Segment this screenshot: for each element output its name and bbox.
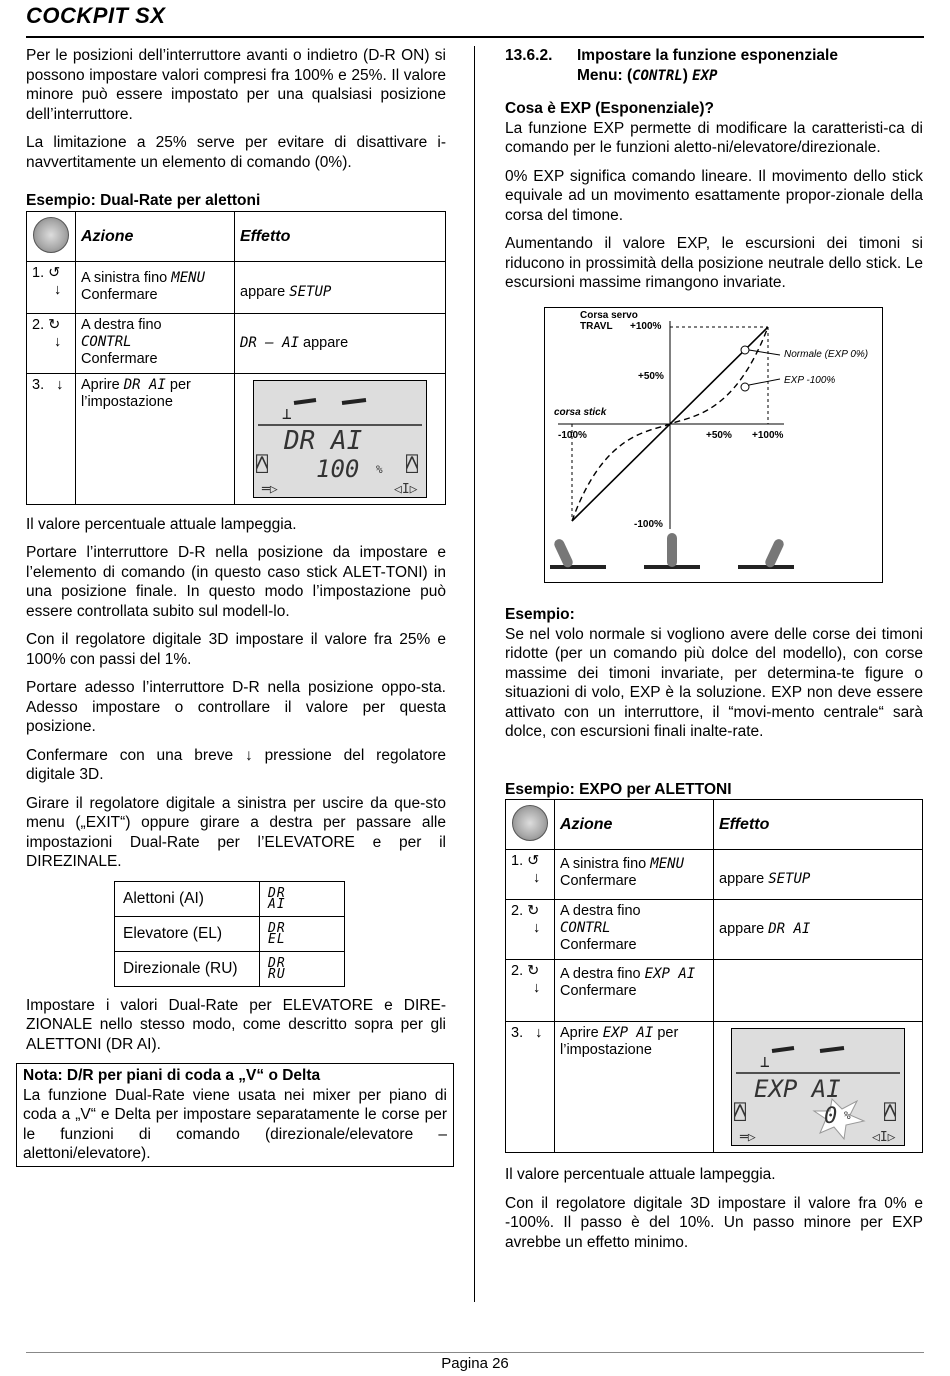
expo-action-table	[505, 799, 923, 1153]
action-text: Aprire	[81, 376, 120, 393]
switch-name: Alettoni (AI)	[115, 881, 260, 916]
table-row	[506, 960, 923, 1022]
lcd-line1: DR AI	[284, 425, 363, 456]
lcd-graphic	[732, 1029, 904, 1145]
table-row	[27, 373, 446, 504]
effect-cell	[235, 261, 446, 313]
action-text: Confermare	[81, 350, 158, 367]
effect-text: appare	[303, 334, 349, 351]
table-row	[27, 261, 446, 313]
svg-text:◁I▷: ◁I▷	[394, 481, 418, 497]
subsection-title: Cosa è EXP (Esponenziale)?	[505, 100, 715, 117]
column-divider	[474, 46, 475, 1302]
effect-keyword: SETUP	[289, 284, 332, 300]
switch-code: EL	[268, 931, 286, 947]
step-cell: 1. ↺ ↓	[506, 850, 555, 900]
page-number: Pagina 26	[441, 1355, 509, 1372]
graph-ytick-mid: +50%	[638, 370, 664, 382]
effect-text: appare	[240, 284, 286, 300]
paragraph: Il valore percentuale attuale lampeggia.	[26, 515, 297, 533]
action-text: A sinistra fino	[81, 269, 168, 286]
table-header-dial	[506, 800, 555, 850]
dial-icon	[33, 217, 69, 253]
action-text: per l’impostazione	[81, 376, 191, 410]
effect-cell	[714, 1022, 923, 1153]
lcd-unit: %	[376, 462, 383, 476]
footer-rule	[26, 1352, 924, 1353]
left-column	[23, 46, 447, 1167]
paragraph: Per le posizioni dell’interruttore avanti o indietro (D-R ON) si possono impostare valori compresi fra 100% e 25%. Il valore minore può essere impostato per una qualsiasi posizione dell’interruttore.	[26, 47, 446, 123]
paragraph: Confermare con una breve ↓ pressione del regolatore digitale 3D.	[26, 746, 446, 783]
paragraph: 0% EXP significa comando lineare. Il movimento dello stick equivale ad un movimento esattamente propor-zionale della corsa del timone.	[505, 167, 923, 224]
expo-title: Esempio: EXPO per ALETTONI	[505, 780, 732, 798]
exp-graph	[544, 307, 883, 583]
graph-legend-normal: Normale (EXP 0%)	[784, 348, 869, 360]
switch-code: AI	[268, 896, 286, 912]
lcd-line2: 100	[316, 454, 360, 483]
paragraph: Aumentando il valore EXP, le escursioni dei timoni si riducono in prossimità della posizione neutrale dello stick. Le escursioni massime rimangono invariate.	[505, 235, 923, 291]
arrow-down-icon: ↓	[533, 870, 541, 886]
lcd-display	[253, 380, 427, 498]
action-cell: A destra fino EXP AI Confermare	[555, 960, 714, 1022]
step-cell	[27, 261, 76, 313]
svg-text:═▷: ═▷	[262, 481, 278, 497]
svg-text:⍓: ⍓	[406, 451, 419, 476]
switch-code: RU	[268, 966, 286, 982]
paragraph: La funzione EXP permette di modificare la caratteristi-ca di comando per le funzioni aletto-ni/elevatore/direzionale.	[505, 119, 923, 156]
action-keyword: DR AI	[123, 376, 166, 393]
arrow-down-icon: ↓	[244, 746, 253, 764]
table-row	[506, 900, 923, 960]
table-row	[506, 850, 923, 900]
lcd-display	[731, 1028, 905, 1146]
graph-ytitle2: TRAVL	[580, 320, 613, 332]
graph-xtick-mid: +50%	[706, 429, 732, 441]
step-cell	[27, 373, 76, 504]
example-title: Esempio:	[505, 606, 575, 623]
note-text: La funzione Dual-Rate viene usata nei mixer per piano di coda a „V“ e Delta per impostare separatamente le corse per le funzioni di comando (direzionale/elevatore – alettoni/elevatore).	[23, 1086, 447, 1162]
exp-diagram	[544, 307, 923, 589]
paragraph: Con il regolatore digitale 3D impostare il valore fra 25% e 100% con passi del 1%.	[26, 631, 446, 668]
paragraph: Portare adesso l’interruttore D-R nella posizione oppo-sta. Adesso impostare o controllare il valore per questa posizione.	[26, 679, 446, 735]
switch-name: Direzionale (RU)	[115, 951, 260, 986]
action-cell	[76, 313, 235, 373]
lcd-line2: 0	[824, 1104, 838, 1129]
switch-table	[114, 881, 345, 987]
rotate-right-icon: ↻	[48, 316, 61, 333]
effect-keyword: DR – AI	[240, 334, 300, 351]
graph-xtitle: corsa stick	[554, 406, 607, 418]
action-table	[26, 211, 446, 505]
action-cell: A destra fino CONTRL Confermare	[555, 900, 714, 960]
table-row	[506, 1022, 923, 1153]
switch-code: DR	[268, 885, 286, 901]
svg-text:═▷: ═▷	[740, 1130, 756, 1145]
step-cell: 2. ↻ ↓	[506, 960, 555, 1022]
graph-ytick-top: +100%	[630, 320, 662, 332]
svg-text:⍓: ⍓	[884, 1100, 897, 1124]
action-cell: A sinistra fino MENU Confermare	[555, 850, 714, 900]
col-header-action: Azione	[76, 211, 235, 261]
table-row	[115, 916, 345, 951]
note-box	[16, 1063, 454, 1167]
table-row	[27, 313, 446, 373]
page-header-title: COCKPIT SX	[26, 3, 166, 28]
svg-text:⍓: ⍓	[734, 1100, 747, 1124]
step-cell: 3. ↓	[506, 1022, 555, 1153]
step-number: 1.	[32, 264, 45, 281]
effect-cell: appare DR AI	[714, 900, 923, 960]
note-title: Nota: D/R per piani di coda a „V“ o Delta	[23, 1067, 321, 1084]
svg-text:⍓: ⍓	[256, 451, 269, 476]
example-title: Esempio: Dual-Rate per alettoni	[26, 192, 261, 209]
menu-path: Menu: (CONTRL) EXP	[577, 66, 718, 84]
step-cell: 2. ↻ ↓	[506, 900, 555, 960]
svg-text:◁I▷: ◁I▷	[872, 1130, 896, 1145]
switch-code: DR	[268, 920, 286, 936]
action-keyword: MENU	[171, 269, 205, 286]
paragraph: Con il regolatore digitale 3D impostare il valore fra 0% e -100%. Il passo è del 10%. Un passo minore per EXP avrebbe un effetto minimo.	[505, 1194, 923, 1251]
rotate-left-icon: ↺	[48, 264, 61, 281]
lcd-graphic	[254, 381, 426, 497]
effect-cell	[714, 960, 923, 1022]
col-header-effect: Effetto	[235, 211, 446, 261]
action-keyword: CONTRL	[81, 333, 132, 350]
header-rule	[26, 36, 924, 38]
lcd-unit: %	[844, 1109, 851, 1122]
arrow-down-icon: ↓	[533, 920, 541, 936]
switch-name: Elevatore (EL)	[115, 916, 260, 951]
table-row	[115, 881, 345, 916]
dial-icon	[512, 805, 548, 841]
graph-ytick-bottom: -100%	[634, 518, 663, 530]
step-cell	[27, 313, 76, 373]
right-column	[505, 46, 923, 1261]
paragraph: Impostare i valori Dual-Rate per ELEVATORE e DIRE-ZIONALE nello stesso modo, come descritto sopra per gli ALETTONI (DR AI).	[26, 996, 446, 1053]
arrow-down-icon: ↓	[56, 376, 64, 393]
rotate-right-icon: ↻	[527, 903, 540, 919]
graph-xtick-left: -100%	[558, 429, 587, 441]
action-cell: Aprire EXP AI per l’impostazione	[555, 1022, 714, 1153]
switch-code: DR	[268, 955, 286, 971]
step-number: 3.	[32, 376, 45, 393]
arrow-down-icon: ↓	[533, 980, 541, 996]
step-number: 2.	[32, 316, 45, 333]
paragraph: Il valore percentuale attuale lampeggia.	[505, 1166, 776, 1183]
paragraph: La limitazione a 25% serve per evitare di disattivare i-navvertitamente un elemento di comando (0%).	[26, 134, 446, 171]
rotate-left-icon: ↺	[527, 853, 540, 869]
action-text: Confermare	[81, 286, 158, 303]
arrow-down-icon: ↓	[54, 333, 62, 350]
lcd-line1: EXP AI	[754, 1075, 841, 1103]
svg-text:⊥: ⊥	[282, 403, 292, 423]
effect-cell: appare SETUP	[714, 850, 923, 900]
graph-ytitle1: Corsa servo	[580, 309, 638, 321]
action-text: A destra fino	[81, 316, 162, 333]
arrow-down-icon: ↓	[54, 281, 62, 298]
arrow-down-icon: ↓	[535, 1025, 543, 1041]
action-cell	[76, 373, 235, 504]
table-header-dial	[27, 211, 76, 261]
section-heading: 13.6.2. Impostare la funzione esponenziale	[505, 47, 838, 64]
rotate-right-icon: ↻	[527, 963, 540, 979]
col-header-effect: Effetto	[714, 800, 923, 850]
graph-xtick-right: +100%	[752, 429, 784, 441]
paragraph: Girare il regolatore digitale a sinistra per uscire da que-sto menu („EXIT“) oppure girare a destra per passare alle impostazioni Dual-Rate per l’ELEVATORE e per il DIREZINALE.	[26, 794, 446, 870]
table-row	[115, 951, 345, 986]
col-header-action: Azione	[555, 800, 714, 850]
effect-cell	[235, 373, 446, 504]
paragraph: Se nel volo normale si vogliono avere delle corse dei timoni ridotte (per un comando più dolce del modello), con corse massime dei timoni invariate, per determina-te figure o situazioni di volo, EXP è la soluzione. EXP non deve essere attivato con un interruttore, il “movi-mento centrale“ sarà dolce, con escursioni finali inalte-rate.	[505, 625, 923, 740]
effect-cell	[235, 313, 446, 373]
action-cell	[76, 261, 235, 313]
graph-legend-exp: EXP -100%	[784, 374, 836, 386]
svg-text:⊥: ⊥	[760, 1052, 770, 1071]
paragraph: Portare l’interruttore D-R nella posizione da impostare e l’elemento di comando (in questo caso stick ALET-TONI) in una posizione finale. In questo modo l’impostazione può essere controllata subito sul modell-lo.	[26, 544, 446, 620]
